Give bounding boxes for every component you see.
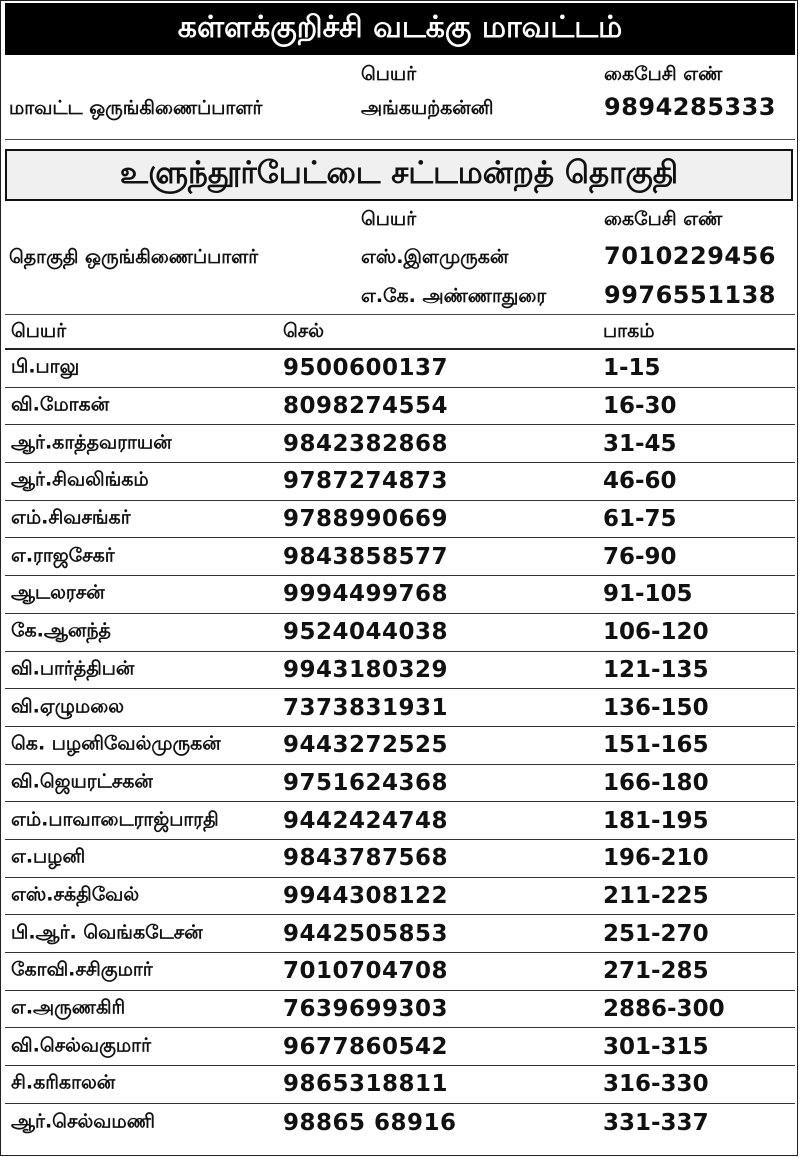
- agent-name: வி.செல்வகுமார்: [11, 1034, 152, 1057]
- district-title: கள்ளக்குறிச்சி வடக்கு மாவட்டம்: [5, 3, 795, 55]
- agent-name: எ.பழனி: [11, 845, 86, 868]
- agent-cell: 9677860542: [283, 1033, 449, 1060]
- table-row: [5, 576, 795, 614]
- district-role-label: மாவட்ட ஒருங்கிணைப்பாளர்: [9, 97, 263, 119]
- agent-part: 31-45: [603, 430, 677, 457]
- agent-part: 271-285: [603, 958, 709, 985]
- agent-part: 16-30: [603, 393, 677, 420]
- table-row: [5, 501, 795, 539]
- district-coordinator-phone: 9894285333: [604, 93, 776, 121]
- agent-part: 76-90: [603, 543, 677, 570]
- agent-cell: 9443272525: [283, 732, 449, 759]
- agent-cell: 9442505853: [283, 920, 449, 947]
- agent-name: கே.ஆனந்த்: [11, 619, 111, 642]
- district-name-header: பெயர்: [361, 63, 417, 85]
- agent-name: எம்.பாவாடைராஜ்பாரதி: [11, 808, 219, 831]
- agent-name: ஆர்.செல்வமணி: [11, 1110, 155, 1133]
- agent-name: எம்.சிவசங்கர்: [11, 506, 131, 529]
- agent-part: 136-150: [603, 694, 709, 721]
- agent-name: ஆடலரசன்: [11, 581, 105, 604]
- table-row: [5, 689, 795, 727]
- table-header-part: பாகம்: [603, 320, 655, 342]
- agent-cell: 9524044038: [283, 619, 449, 646]
- agent-cell: 9751624368: [283, 769, 449, 796]
- divider: [5, 314, 795, 315]
- agent-cell: 9787274873: [283, 468, 449, 495]
- district-coordinator-name: அங்கயற்கன்னி: [361, 97, 494, 119]
- agent-part: 211-225: [603, 882, 709, 909]
- agent-name: வி.ஜெயரட்சகன்: [11, 770, 153, 793]
- agent-name: பி.பாலு: [11, 355, 80, 378]
- table-row: [5, 727, 795, 765]
- agent-part: 181-195: [603, 807, 709, 834]
- constituency-title: உளுந்தூர்பேட்டை சட்டமன்றத் தொகுதி: [5, 149, 793, 201]
- agent-name: கெ. பழனிவேல்முருகன்: [11, 732, 221, 755]
- agent-part: 251-270: [603, 920, 709, 947]
- agent-part: 166-180: [603, 769, 709, 796]
- agent-name: வி.பார்த்திபன்: [11, 657, 135, 680]
- agent-name: சி.கரிகாலன்: [11, 1071, 116, 1094]
- table-row: [5, 388, 795, 426]
- agent-cell: 7373831931: [283, 694, 449, 721]
- agent-cell: 9994499768: [283, 581, 449, 608]
- constituency-role-label: தொகுதி ஒருங்கிணைப்பாளர்: [9, 246, 259, 268]
- table-row: [5, 765, 795, 803]
- table-row: [5, 538, 795, 576]
- agent-cell: 9842382868: [283, 430, 449, 457]
- constituency-coordinator-name: எ.கே. அண்ணாதுரை: [361, 285, 547, 307]
- table-row: [5, 425, 795, 463]
- agent-part: 316-330: [603, 1071, 709, 1098]
- agent-part: 2886-300: [603, 996, 725, 1023]
- agent-cell: 9843858577: [283, 543, 449, 570]
- agent-name: ஆர்.காத்தவராயன்: [11, 431, 172, 454]
- agent-part: 61-75: [603, 506, 677, 533]
- agent-part: 331-337: [603, 1109, 709, 1136]
- constituency-phone-header: கைபேசி எண்: [604, 208, 723, 230]
- agent-part: 301-315: [603, 1033, 709, 1060]
- constituency-coordinator-phone: 7010229456: [604, 242, 776, 270]
- agent-name: வி.ஏழுமலை: [11, 695, 124, 718]
- table-row: [5, 991, 795, 1029]
- divider: [5, 139, 795, 140]
- agent-cell: 9943180329: [283, 656, 449, 683]
- agent-cell: 7639699303: [283, 996, 449, 1023]
- agent-cell: 9944308122: [283, 882, 449, 909]
- table-row: [5, 350, 795, 388]
- constituency-coordinator-phone: 9976551138: [604, 281, 776, 309]
- table-row: [5, 1104, 795, 1142]
- agent-part: 151-165: [603, 732, 709, 759]
- agent-cell: 98865 68916: [283, 1109, 457, 1136]
- constituency-coordinator-name: எஸ்.இளமுருகன்: [361, 246, 509, 268]
- table-row: [5, 840, 795, 878]
- table-row: [5, 1028, 795, 1066]
- constituency-name-header: பெயர்: [361, 208, 417, 230]
- table-row: [5, 953, 795, 991]
- agent-name: பி.ஆர். வெங்கடேசன்: [11, 921, 203, 944]
- table-header-cell: செல்: [283, 320, 325, 342]
- table-row: [5, 614, 795, 652]
- agent-cell: 9442424748: [283, 807, 449, 834]
- table-row: [5, 1066, 795, 1104]
- agent-part: 196-210: [603, 845, 709, 872]
- table-row: [5, 915, 795, 953]
- agent-part: 1-15: [603, 355, 661, 382]
- agent-part: 91-105: [603, 581, 693, 608]
- district-phone-header: கைபேசி எண்: [604, 63, 723, 85]
- table-row: [5, 463, 795, 501]
- agent-name: கோவி.சசிகுமார்: [11, 958, 153, 981]
- agent-part: 106-120: [603, 619, 709, 646]
- agent-cell: 8098274554: [283, 393, 449, 420]
- table-row: [5, 652, 795, 690]
- table-row: [5, 878, 795, 916]
- agent-part: 46-60: [603, 468, 677, 495]
- agent-name: எ.ராஜசேகர்: [11, 544, 115, 567]
- agent-cell: 9500600137: [283, 355, 449, 382]
- table-row: [5, 802, 795, 840]
- agent-name: ஆர்.சிவலிங்கம்: [11, 468, 149, 491]
- agent-name: எ.அருணகிரி: [11, 996, 126, 1019]
- agent-cell: 7010704708: [283, 958, 449, 985]
- agent-cell: 9788990669: [283, 506, 449, 533]
- agents-table: [5, 350, 795, 1141]
- agent-cell: 9843787568: [283, 845, 449, 872]
- table-header-name: பெயர்: [11, 320, 67, 342]
- agent-part: 121-135: [603, 656, 709, 683]
- agent-cell: 9865318811: [283, 1071, 449, 1098]
- agent-name: வி.மோகன்: [11, 393, 110, 416]
- agent-name: எஸ்.சக்திவேல்: [11, 883, 140, 906]
